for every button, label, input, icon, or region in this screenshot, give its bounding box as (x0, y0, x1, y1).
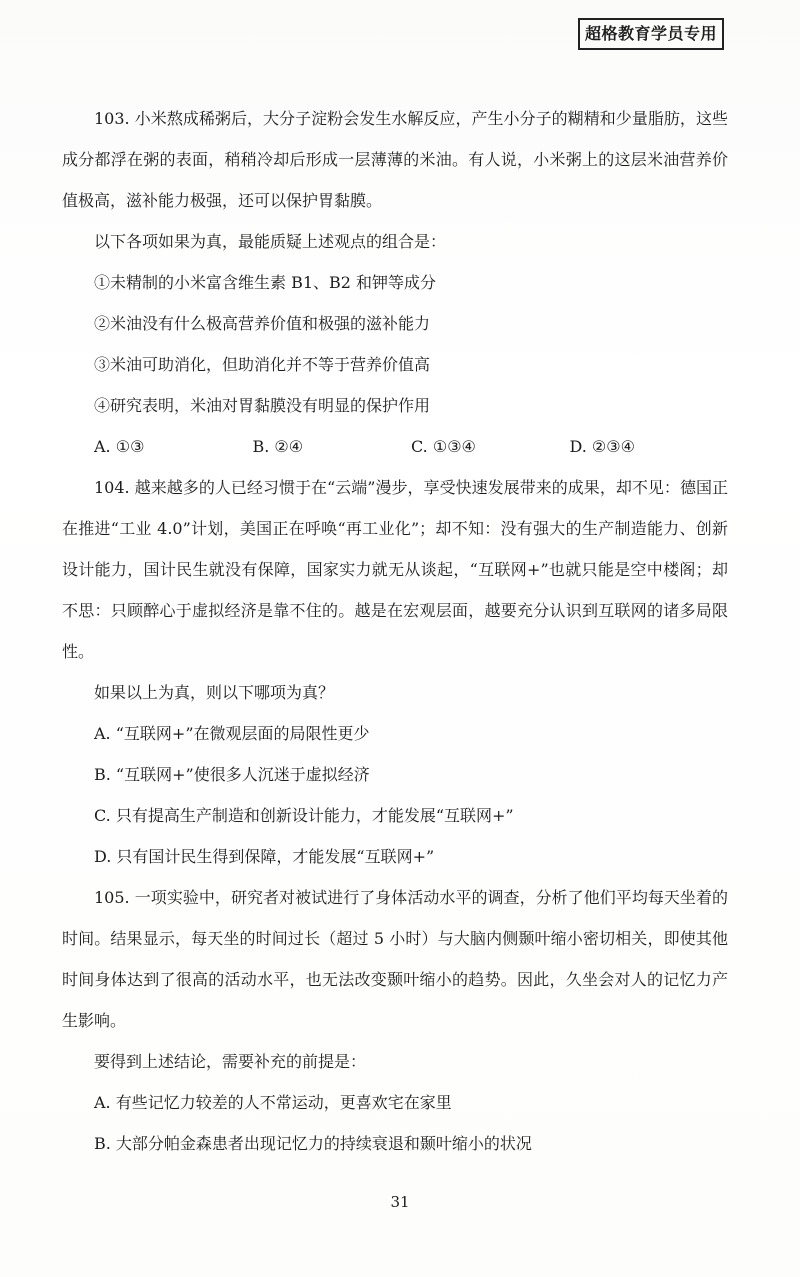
question-103-statement-4: ④研究表明，米油对胃黏膜没有明显的保护作用 (94, 396, 431, 415)
question-103-statement-2: ②米油没有什么极高营养价值和极强的滋补能力 (94, 314, 431, 333)
question-103-option-c: C. ①③④ (411, 437, 476, 456)
question-103-stem: 103. 小米熬成稀粥后，大分子淀粉会发生水解反应，产生小分子的糊精和少量脂肪，这些成分都浮在粥的表面，稍稍冷却后形成一层薄薄的米油。有人说，小米粥上的这层米油营养价值极高，滋补能力极强，还可以保护胃黏膜。 (62, 109, 728, 210)
page-content (62, 98, 728, 1164)
question-104-stem: 104. 越来越多的人已经习惯于在“云端”漫步，享受快速发展带来的成果，却不见：德国正在推进“工业 4.0”计划，美国正在呼唤“再工业化”；却不知：没有强大的生产制造能力、创新设计能力，国计民生就没有保障，国家实力就无从谈起，“互联网+”也就只能是空中楼阁；却不思：只顾醉心于虚拟经济是靠不住的。越是在宏观层面，越要充分认识到互联网的诸多局限性。 (62, 478, 728, 661)
question-104-option-b: B. “互联网+”使很多人沉迷于虚拟经济 (94, 765, 370, 784)
question-104-option-a: A. “互联网+”在微观层面的局限性更少 (94, 724, 370, 743)
question-104-option-c: C. 只有提高生产制造和创新设计能力，才能发展“互联网+” (94, 806, 514, 825)
question-104-option-d: D. 只有国计民生得到保障，才能发展“互联网+” (94, 847, 435, 866)
question-105-prompt: 要得到上述结论，需要补充的前提是： (94, 1052, 367, 1071)
question-103-option-b: B. ②④ (252, 437, 304, 456)
question-103 (62, 98, 728, 467)
header-stamp: 超格教育学员专用 (578, 18, 724, 50)
question-105 (62, 877, 728, 1164)
question-103-prompt: 以下各项如果为真，最能质疑上述观点的组合是： (94, 232, 447, 251)
question-103-option-d: D. ②③④ (569, 437, 635, 456)
question-103-statement-1: ①未精制的小米富含维生素 B1、B2 和钾等成分 (94, 273, 437, 292)
question-103-statement-3: ③米油可助消化，但助消化并不等于营养价值高 (94, 355, 431, 374)
question-104 (62, 467, 728, 877)
question-105-stem: 105. 一项实验中，研究者对被试进行了身体活动水平的调查，分析了他们平均每天坐着的时间。结果显示，每天坐的时间过长（超过 5 小时）与大脑内侧颞叶缩小密切相关，即使其他时间身体达到了很高的活动水平，也无法改变颞叶缩小的趋势。因此，久坐会对人的记忆力产生影响。 (62, 888, 728, 1030)
question-104-prompt: 如果以上为真，则以下哪项为真？ (94, 683, 335, 702)
question-105-option-b: B. 大部分帕金森患者出现记忆力的持续衰退和颞叶缩小的状况 (94, 1134, 532, 1153)
page-number: 31 (390, 1193, 410, 1211)
question-103-option-a: A. ①③ (94, 437, 145, 456)
question-105-option-a: A. 有些记忆力较差的人不常运动，更喜欢宅在家里 (94, 1093, 452, 1112)
question-103-options (62, 426, 728, 467)
